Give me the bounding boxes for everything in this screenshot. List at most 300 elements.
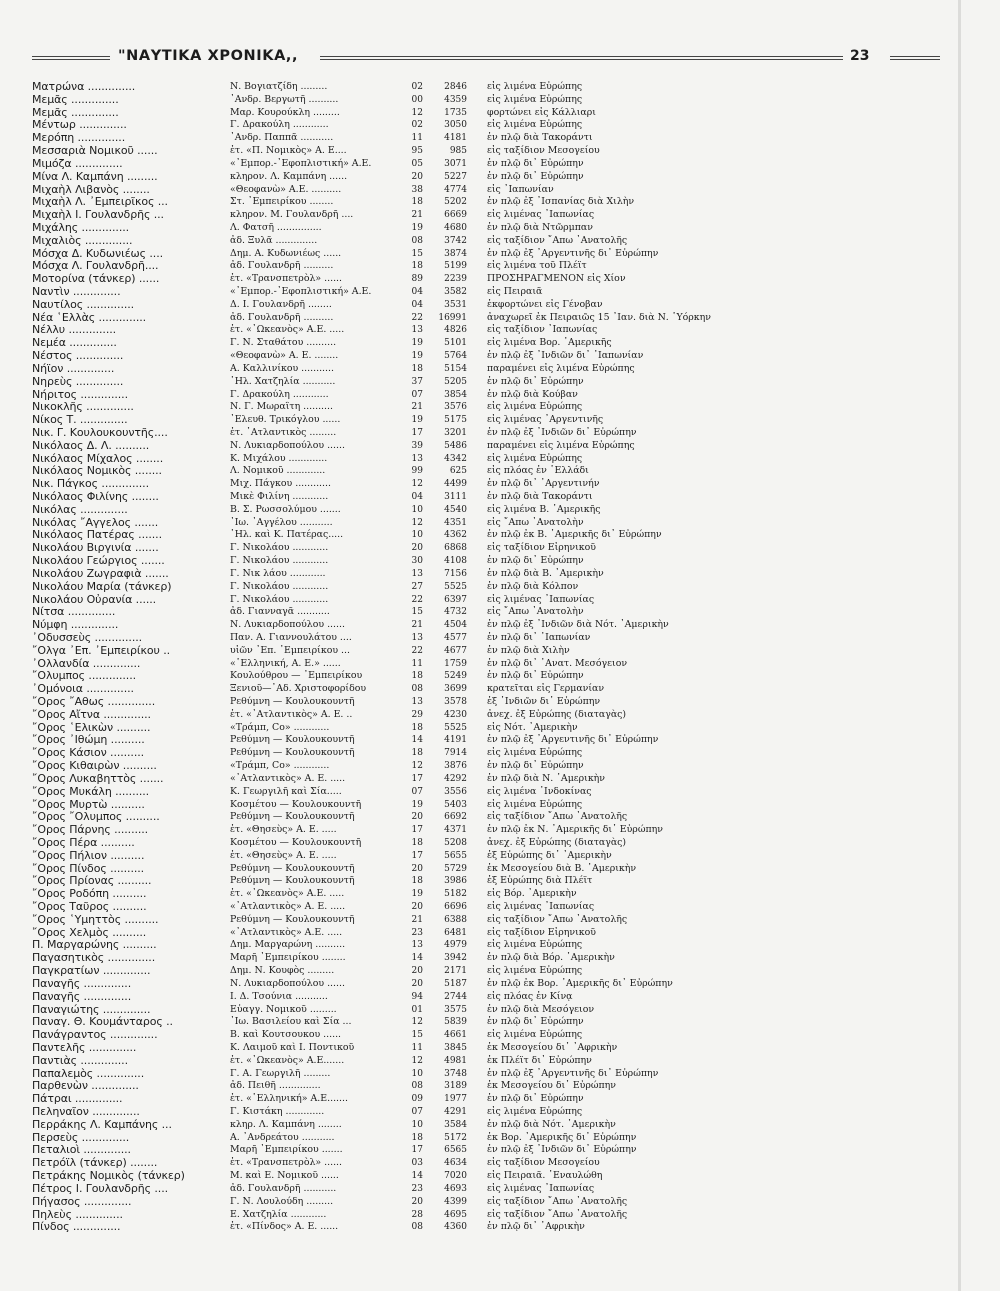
ship-row [32, 927, 932, 940]
ship-tonnage: 4108 [444, 556, 467, 567]
ship-tonnage: 7914 [444, 748, 467, 759]
ship-tonnage: 3576 [444, 402, 467, 413]
ship-name: ῎Ορος Ταῦρος .......... [32, 901, 147, 913]
ship-name: Μεμᾶς .............. [32, 93, 119, 106]
ship-year: 08 [411, 235, 423, 246]
ship-status: εἰς λιμένα ᾿Ινδοκίνας [487, 785, 592, 797]
ship-owner: ἑτ. «Θησεὺς» Α. Ε. ..... [230, 824, 337, 836]
ship-row [32, 1157, 932, 1170]
ship-status: εἰς ταξίδιον ῎Απω ᾿Ανατολῆς [487, 234, 628, 246]
ship-status: ἐν πλῷ ἐκ Β. ᾿Αμερικῆς δι᾿ Εὐρώπην [487, 529, 662, 541]
page-number: 23 [850, 48, 870, 64]
ship-owner: «᾿Εμπορ.-᾿Εφοπλιστική» Α.Ε. [230, 157, 372, 169]
ship-name: ῎Ολυμπος .............. [32, 670, 136, 683]
ship-status: ἐν πλῷ ἐξ ᾿Αργεντινῆς δι᾿ Εὐρώπην [487, 247, 659, 259]
ship-name: ῎Ορος Πήλιον .......... [32, 849, 145, 862]
ship-tonnage: 4362 [444, 530, 467, 541]
ship-status: ἐν πλῷ δι᾿ ᾿Ανατ. Μεσόγειον [487, 657, 628, 669]
ship-owner: Γ. Ν. Λουλούδη ......... [230, 1195, 334, 1207]
ship-row [32, 299, 932, 312]
ship-tonnage: 4981 [444, 1055, 467, 1066]
ship-tonnage: 5182 [444, 889, 467, 900]
ship-tonnage: 4371 [444, 825, 467, 836]
ship-row [32, 337, 932, 350]
ship-name: Παναγ. Θ. Κουμάνταρος .. [32, 1016, 173, 1029]
ship-year: 10 [411, 1068, 423, 1079]
ship-tonnage: 3111 [444, 492, 467, 502]
ship-tonnage: 6669 [444, 210, 467, 221]
ship-year: 13 [411, 632, 423, 643]
ship-row [32, 209, 932, 222]
ship-row [32, 235, 932, 248]
ship-status: εἰς ᾿Ιαπωνίαν [487, 183, 554, 195]
ship-year: 18 [411, 261, 423, 272]
ship-name: Νικοκλῆς .............. [32, 401, 134, 414]
ship-owner: Β. καὶ Κουτσουκου ...... [230, 1029, 342, 1041]
ship-year: 22 [411, 312, 423, 323]
ship-name: Νίτσα .............. [32, 606, 116, 619]
ship-name: ῎Ορος Λυκαβηττὸς ....... [32, 772, 164, 785]
ship-owner: ἀδ. Γουλανδρῆ .......... [230, 260, 334, 272]
ship-tonnage: 625 [449, 466, 467, 477]
ship-status: εἰς πλόας ἐν Κίνᾳ [487, 990, 573, 1002]
ship-row [32, 1221, 932, 1234]
ship-tonnage: 5199 [444, 261, 467, 272]
ship-row [32, 696, 932, 709]
ship-row [32, 1004, 932, 1017]
ship-name: ῎Ορος Πρίονας .......... [32, 875, 152, 888]
ship-row [32, 709, 932, 722]
ship-owner: ᾿Ιω. Βασιλείου καὶ Σία ... [230, 1016, 352, 1028]
ship-tonnage: 4359 [444, 94, 467, 105]
ship-row [32, 81, 932, 94]
ship-tonnage: 6692 [444, 812, 467, 823]
ship-status: εἰς λιμένα Εὐρώπης [487, 93, 583, 105]
ship-row [32, 542, 932, 555]
ship-status: εἰς ταξίδιον ᾿Ιαπωνίας [487, 324, 598, 336]
ship-tonnage: 1759 [444, 658, 467, 669]
ship-owner: Μαρ. Κουρούκλη ......... [230, 106, 340, 118]
ship-year: 13 [411, 697, 423, 707]
ship-row [32, 401, 932, 414]
ship-owner: «᾿Ατλαντικὸς» Α. Ε. ..... [230, 772, 346, 784]
ship-row [32, 991, 932, 1004]
ship-year: 12 [411, 107, 423, 118]
ship-tonnage: 5403 [444, 799, 467, 810]
ship-status: εἰς Πειραιᾶ. ᾿Εναυλώθη [487, 1170, 603, 1182]
ship-year: 05 [411, 158, 423, 169]
ship-row [32, 901, 932, 914]
ship-row [32, 888, 932, 901]
ship-owner: «Τράμπ, Co» ............ [230, 721, 330, 733]
ship-tonnage: 4291 [444, 1107, 467, 1117]
ship-row [32, 196, 932, 209]
ship-name: Νηρεὺς .............. [32, 375, 124, 388]
ship-owner: Λ. Φατσῆ ............... [230, 221, 322, 233]
ship-row [32, 145, 932, 158]
ship-status: εἰς ῎Απω ᾿Ανατολὴν [487, 516, 584, 528]
ship-tonnage: 3578 [444, 697, 467, 707]
ship-row [32, 863, 932, 876]
ship-status: εἰς Βόρ. ᾿Αμερικὴν [487, 888, 577, 900]
ship-row [32, 222, 932, 235]
ship-status: εἰς Πειραιᾶ [487, 286, 543, 297]
ship-name: Νέλλυ .............. [32, 324, 117, 337]
ship-year: 19 [411, 338, 423, 349]
ship-tonnage: 4191 [444, 735, 467, 746]
ship-name: Μερόπη .............. [32, 132, 126, 145]
ship-owner: Γ. Νικολάου ............ [230, 555, 329, 567]
ship-row [32, 389, 932, 402]
ship-owner: Κοσμέτου — Κουλουκουντῆ [230, 836, 362, 848]
ship-year: 17 [411, 773, 423, 784]
ship-tonnage: 3748 [444, 1068, 467, 1079]
ship-name: ῎Ορος Ροδόπη .......... [32, 888, 147, 901]
ship-year: 04 [411, 287, 423, 297]
ship-name: Π. Μαργαρώνης .......... [32, 939, 157, 952]
ship-year: 12 [411, 1055, 423, 1066]
ship-status: ἐν πλῷ διὰ Τακοράντι [487, 491, 593, 502]
ship-status: ἐν πλῷ δι᾿ Εὐρώπην [487, 1093, 584, 1105]
ship-owner: κληρ. Λ. Καμπάνη ........ [230, 1118, 342, 1130]
ship-row [32, 1183, 932, 1196]
ship-row [32, 478, 932, 491]
ship-tonnage: 3531 [444, 299, 467, 310]
ship-row [32, 517, 932, 530]
ship-name: ῎Ορος ῎Ολυμπος .......... [32, 811, 160, 824]
ship-row [32, 850, 932, 863]
ship-tonnage: 1977 [444, 1094, 467, 1105]
ship-owner: «Θεοφανὼ» Α.Ε. .......... [230, 183, 342, 195]
ship-name: Νικόλαος Μίχαλος ........ [32, 452, 164, 465]
ship-owner: «᾿Ατλαντικὸς» Α. Ε. ..... [230, 901, 346, 912]
ship-year: 19 [411, 415, 423, 426]
ship-name: Ματρώνα .............. [32, 81, 136, 93]
ship-row [32, 568, 932, 581]
ship-owner: Ρεθύμνη — Κουλουκουντῆ [230, 811, 355, 823]
ship-status: ἐξ ᾿Ινδιῶν δι᾿ Εὐρώπην [487, 696, 601, 707]
ship-tonnage: 3986 [444, 876, 467, 887]
header-rule-middle [320, 56, 843, 60]
ship-row [32, 1106, 932, 1119]
ship-year: 28 [411, 1209, 423, 1220]
ship-name: Μιχαὴλ Λιβανὸς ........ [32, 183, 150, 196]
ship-row [32, 504, 932, 517]
ship-tonnage: 6565 [444, 1145, 467, 1156]
ship-tonnage: 7156 [444, 568, 467, 579]
ship-status: ἐν πλῷ διὰ Τακοράντι [487, 132, 593, 144]
ship-status: ἐκφορτώνει εἰς Γένοβαν [487, 298, 603, 310]
ship-status: εἰς λιμένα Εὐρώπης [487, 1029, 583, 1041]
ship-row [32, 1093, 932, 1106]
ship-tonnage: 4677 [444, 645, 467, 656]
ship-year: 99 [411, 466, 423, 477]
ship-year: 08 [411, 684, 423, 695]
ship-tonnage: 5486 [444, 440, 467, 451]
ship-status: εἰς ταξίδιον Μεσογείου [487, 1157, 600, 1169]
ship-name: Παγκρατίων .............. [32, 965, 151, 978]
ship-year: 11 [411, 658, 423, 669]
ship-row [32, 1196, 932, 1209]
ship-row [32, 132, 932, 145]
ship-year: 39 [411, 440, 423, 451]
ship-owner: Μ. καὶ Ε. Νομικοῦ ...... [230, 1170, 339, 1182]
ship-owner: Μαρῆ ᾿Εμπειρίκου ....... [230, 1144, 343, 1156]
ship-name: Παγασητικὸς .............. [32, 952, 156, 965]
ship-tonnage: 3201 [444, 427, 467, 438]
ship-name: Νικολάου Γεώργιος ....... [32, 555, 165, 568]
ship-status: εἰς λιμένα Εὐρώπης [487, 452, 583, 464]
ship-row [32, 1080, 932, 1093]
ship-tonnage: 4360 [444, 1222, 467, 1233]
ship-status: ἐν πλῷ ἐξ ᾿Αργεντινῆς δι᾿ Εὐρώπην [487, 1067, 659, 1079]
ship-owner: Ρεθύμνη — Κουλουκουντῆ [230, 696, 355, 707]
ship-status: ἐν πλῷ διὰ Ν. ᾿Αμερικὴν [487, 772, 606, 784]
ship-owner: Μιχ. Πάγκου ............ [230, 478, 331, 490]
ship-tonnage: 5101 [444, 338, 467, 349]
ship-year: 14 [411, 953, 423, 964]
ship-owner: «᾿Εμπορ.-᾿Εφοπλιστική» Α.Ε. [230, 286, 372, 297]
ship-owner: Γ. Νικ λάου ............ [230, 567, 326, 579]
ship-tonnage: 4399 [444, 1196, 467, 1207]
ship-owner: Ν. Λυκιαρδοπούλου ...... [230, 619, 345, 631]
ship-row [32, 786, 932, 799]
ship-row [32, 594, 932, 607]
ship-year: 23 [411, 927, 423, 938]
ship-list [32, 81, 932, 1234]
ship-year: 20 [411, 902, 423, 912]
ship-row [32, 581, 932, 594]
ship-name: Νικόλαος Δ. Λ. .......... [32, 439, 150, 452]
ship-name: Πηλεὺς .............. [32, 1208, 123, 1221]
ship-row [32, 184, 932, 197]
ship-tonnage: 6481 [444, 927, 467, 938]
ship-owner: ἀδ. Γουλανδρῆ ........... [230, 1182, 337, 1194]
ship-owner: Δ. Ι. Γουλανδρῆ ........ [230, 298, 332, 310]
ship-status: ἐκ Πλέϊτ δι᾿ Εὐρώπην [487, 1054, 592, 1066]
ship-owner: ἑτ. «Π. Νομικὸς» Α. Ε.... [230, 145, 347, 157]
ship-owner: Ν. Γ. Μωραΐτη .......... [230, 401, 333, 413]
ship-owner: υἱῶν ᾿Επ. ᾿Εμπειρίκου ... [230, 644, 350, 656]
ship-tonnage: 4230 [444, 709, 467, 720]
ship-status: εἰς ταξίδιον Εἰρηνικοῦ [487, 542, 596, 554]
ship-name: Πετρόϊλ (τάνκερ) ........ [32, 1157, 158, 1170]
ship-name: ᾿Ομόνοια .............. [32, 683, 134, 696]
ship-row [32, 312, 932, 325]
ship-name: Παναγῆς .............. [32, 990, 132, 1003]
ship-status: ἐν πλῷ ἐξ ᾿Ισπανίας διὰ Χιλὴν [487, 196, 635, 208]
ship-name: Παρθενὼν .............. [32, 1080, 139, 1093]
ship-tonnage: 4504 [444, 620, 467, 631]
ship-owner: Ρεθύμνη — Κουλουκουντῆ [230, 747, 355, 759]
ship-tonnage: 5227 [444, 171, 467, 182]
ship-year: 09 [411, 1094, 423, 1105]
ship-name: Παντελῆς .............. [32, 1041, 137, 1054]
ship-owner: Γ. Ν. Σταθάτου .......... [230, 337, 337, 349]
ship-name: Μιχαὴλ Λ. ᾿Εμπειρῖκος ... [32, 196, 168, 209]
ship-year: 19 [411, 889, 423, 900]
ship-name: Μιμόζα .............. [32, 157, 123, 170]
ship-row [32, 414, 932, 427]
ship-name: Πεταλιοὶ .............. [32, 1144, 131, 1157]
ship-name: Νέα ῾Ελλὰς .............. [32, 311, 147, 324]
ship-name: Μέντωρ .............. [32, 119, 127, 132]
ship-tonnage: 3845 [444, 1042, 467, 1053]
ship-row [32, 606, 932, 619]
ship-tonnage: 3876 [444, 761, 467, 772]
ship-name: Πέτρος Ι. Γουλανδρῆς .... [32, 1182, 168, 1195]
ship-name: ᾿Ολλανδία .............. [32, 657, 141, 670]
ship-year: 18 [411, 722, 423, 733]
ship-name: Νικόλαος Νομικὸς ........ [32, 465, 162, 478]
ship-row [32, 1068, 932, 1081]
ship-year: 37 [411, 376, 423, 387]
ship-tonnage: 4577 [444, 632, 467, 643]
ship-year: 18 [411, 197, 423, 208]
ship-row [32, 555, 932, 568]
ship-year: 08 [411, 1081, 423, 1092]
ship-row [32, 875, 932, 888]
ship-year: 18 [411, 671, 423, 682]
ship-owner: Ε. Χατζηλία ............ [230, 1208, 327, 1220]
ship-row [32, 427, 932, 440]
ship-status: εἰς Νότ. ᾿Αμερικὴν [487, 721, 578, 733]
ship-row [32, 324, 932, 337]
ship-status: ἐν πλῷ ἐξ ᾿Ινδιῶν δι᾿ ᾿Ιαπωνίαν [487, 350, 644, 362]
ship-name: Πετράκης Νομικὸς (τάνκερ) [32, 1170, 185, 1183]
ship-status: εἰς λιμένας ᾿Ιαπωνίας [487, 901, 595, 912]
ship-status: ἐν πλῷ διὰ Κόλπον [487, 580, 579, 592]
ship-owner: Ν. Λυκιαρδοπούλου ...... [230, 439, 345, 451]
ship-owner: ἑτ. «᾿Ωκεανὸς» Α.Ε. ..... [230, 888, 345, 900]
page-header [30, 48, 900, 68]
ship-year: 04 [411, 299, 423, 310]
ship-status: ἐν πλῷ δι᾿ ᾿Αργεντινήν [487, 478, 600, 490]
ship-name: Νήριτος .............. [32, 388, 128, 401]
ship-name: ῎Ορος Κάσιον .......... [32, 747, 145, 760]
ship-name: Νικόλας ῎Αγγελος ....... [32, 516, 159, 529]
ship-status: εἰς ταξίδιον ῎Απω ᾿Ανατολῆς [487, 913, 628, 925]
ship-row [32, 273, 932, 286]
ship-status: ἐν πλῷ δι᾿ Εὐρώπην [487, 555, 584, 567]
ship-name: ῎Ορος Μυκάλη .......... [32, 785, 150, 798]
ship-tonnage: 5208 [444, 837, 467, 848]
ship-row [32, 773, 932, 786]
ship-status: παραμένει εἰς λιμένα Εὐρώπης [487, 439, 635, 451]
ship-name: Νικολάου Βιργινία ....... [32, 542, 159, 555]
ship-status: εἰς λιμένα Εὐρώπης [487, 81, 583, 92]
ship-row [32, 529, 932, 542]
ship-owner: Γ. Νικολάου ............ [230, 593, 329, 605]
ship-row [32, 1042, 932, 1055]
ship-name: ῎Ορος Πίνδος .......... [32, 862, 145, 875]
ship-status: ἐξ Εὐρώπης διὰ Πλέϊτ [487, 875, 593, 887]
ship-name: Πεληναῖον .............. [32, 1106, 140, 1118]
ship-year: 19 [411, 351, 423, 362]
ship-year: 12 [411, 1017, 423, 1028]
ship-owner: ῾Ηλ. Χατζηλία ........... [230, 375, 336, 387]
ship-year: 21 [411, 914, 423, 925]
ship-owner: Ρεθύμνη — Κουλουκουντῆ [230, 875, 355, 887]
ship-status: ἐν πλῷ δι᾿ Εὐρώπην [487, 760, 584, 772]
ship-status: ἐν πλῷ ἐξ ᾿Ινδιῶν δι᾿ Εὐρώπην [487, 426, 637, 438]
ship-status: εἰς λιμένας ᾿Ιαπωνίας [487, 1182, 595, 1194]
ship-tonnage: 4661 [444, 1030, 467, 1041]
ship-owner: ἑτ. «Τρανσπετρὸλ» ...... [230, 273, 343, 285]
ship-name: Πίνδος .............. [32, 1221, 121, 1234]
ship-tonnage: 4181 [444, 133, 467, 144]
ship-year: 07 [411, 1107, 423, 1117]
ship-year: 17 [411, 1145, 423, 1156]
ship-owner: Α. ᾿Ανδρεάτου ........... [230, 1131, 335, 1143]
ship-name: Περσεὺς .............. [32, 1131, 130, 1144]
ship-name: ῎Ορος Πάρνης .......... [32, 824, 149, 837]
ship-status: ἐν πλῷ δι᾿ Εὐρώπην [487, 170, 584, 182]
ship-status: ἐν πλῷ διὰ Μεσόγειον [487, 1003, 595, 1015]
ship-owner: Γ. Δρακούλη ............ [230, 119, 329, 131]
ship-owner: ἑτ. ᾿Ατλαντικὸς ......... [230, 426, 337, 438]
ship-year: 20 [411, 978, 423, 989]
ship-tonnage: 3874 [444, 248, 467, 259]
ship-name: Πανάγραντος .............. [32, 1029, 158, 1042]
ship-status: ἐν πλῷ διὰ Νότ. ᾿Αμερικὴν [487, 1118, 616, 1130]
ship-tonnage: 1735 [444, 107, 467, 118]
ship-tonnage: 3189 [444, 1081, 467, 1092]
ship-owner: Ρεθύμνη — Κουλουκουντῆ [230, 734, 355, 746]
ship-row [32, 939, 932, 952]
ship-name: Περράκης Λ. Καμπάνης ... [32, 1118, 172, 1131]
ship-year: 27 [411, 581, 423, 592]
ship-tonnage: 3942 [444, 953, 467, 964]
ship-row [32, 158, 932, 171]
ship-owner: Δημ. Ν. Κουφὸς ......... [230, 965, 335, 977]
ship-owner: Εὐαγγ. Νομικοῦ ......... [230, 1003, 337, 1015]
ship-tonnage: 6397 [444, 594, 467, 605]
ship-owner: Παν. Α. Γιαννουλάτου .... [230, 631, 352, 643]
ship-owner: ἑτ. «῾Ελληνική» Α.Ε....... [230, 1093, 348, 1105]
ship-name: Μοτορίνα (τάνκερ) ...... [32, 273, 160, 286]
ship-name: Μίνα Λ. Καμπάνη ......... [32, 170, 158, 183]
ship-year: 18 [411, 363, 423, 374]
ship-tonnage: 5525 [444, 581, 467, 592]
ship-owner: Κ. Γεωργιλῆ καὶ Σία..... [230, 785, 342, 797]
ship-status: εἰς ῎Απω ᾿Ανατολὴν [487, 606, 584, 618]
ship-tonnage: 3582 [444, 287, 467, 297]
ship-owner: Γ. Νικολάου ............ [230, 542, 329, 554]
ship-row [32, 811, 932, 824]
ship-name: Μόσχα Λ. Γουλανδρῆ.... [32, 260, 159, 273]
ship-row [32, 1016, 932, 1029]
ship-year: 18 [411, 876, 423, 887]
ship-tonnage: 5764 [444, 351, 467, 362]
ship-name: Νήϊον .............. [32, 362, 115, 375]
ship-tonnage: 5839 [444, 1017, 467, 1028]
ship-status: ἐκ Μεσογείου δι᾿ ᾿Αφρικὴν [487, 1041, 618, 1053]
ship-name: ῎Ορος Χελμὸς .......... [32, 926, 147, 939]
ship-status: εἰς λιμένα Εὐρώπης [487, 747, 583, 759]
ship-row [32, 107, 932, 120]
ship-row [32, 978, 932, 991]
ship-owner: Γ. Νικολάου ............ [230, 580, 329, 592]
ship-year: 22 [411, 645, 423, 656]
ship-status: ἐκ Μεσογείου διὰ Β. ᾿Αμερικὴν [487, 862, 637, 874]
ship-tonnage: 6388 [444, 914, 467, 925]
ship-owner: ἑτ. «᾿Ωκεανὸς» Α.Ε....... [230, 1054, 345, 1066]
ship-tonnage: 5187 [444, 978, 467, 989]
ship-year: 10 [411, 530, 423, 541]
ship-name: Νικ. Γ. Κουλουκουντῆς.... [32, 426, 168, 439]
ship-row [32, 465, 932, 478]
